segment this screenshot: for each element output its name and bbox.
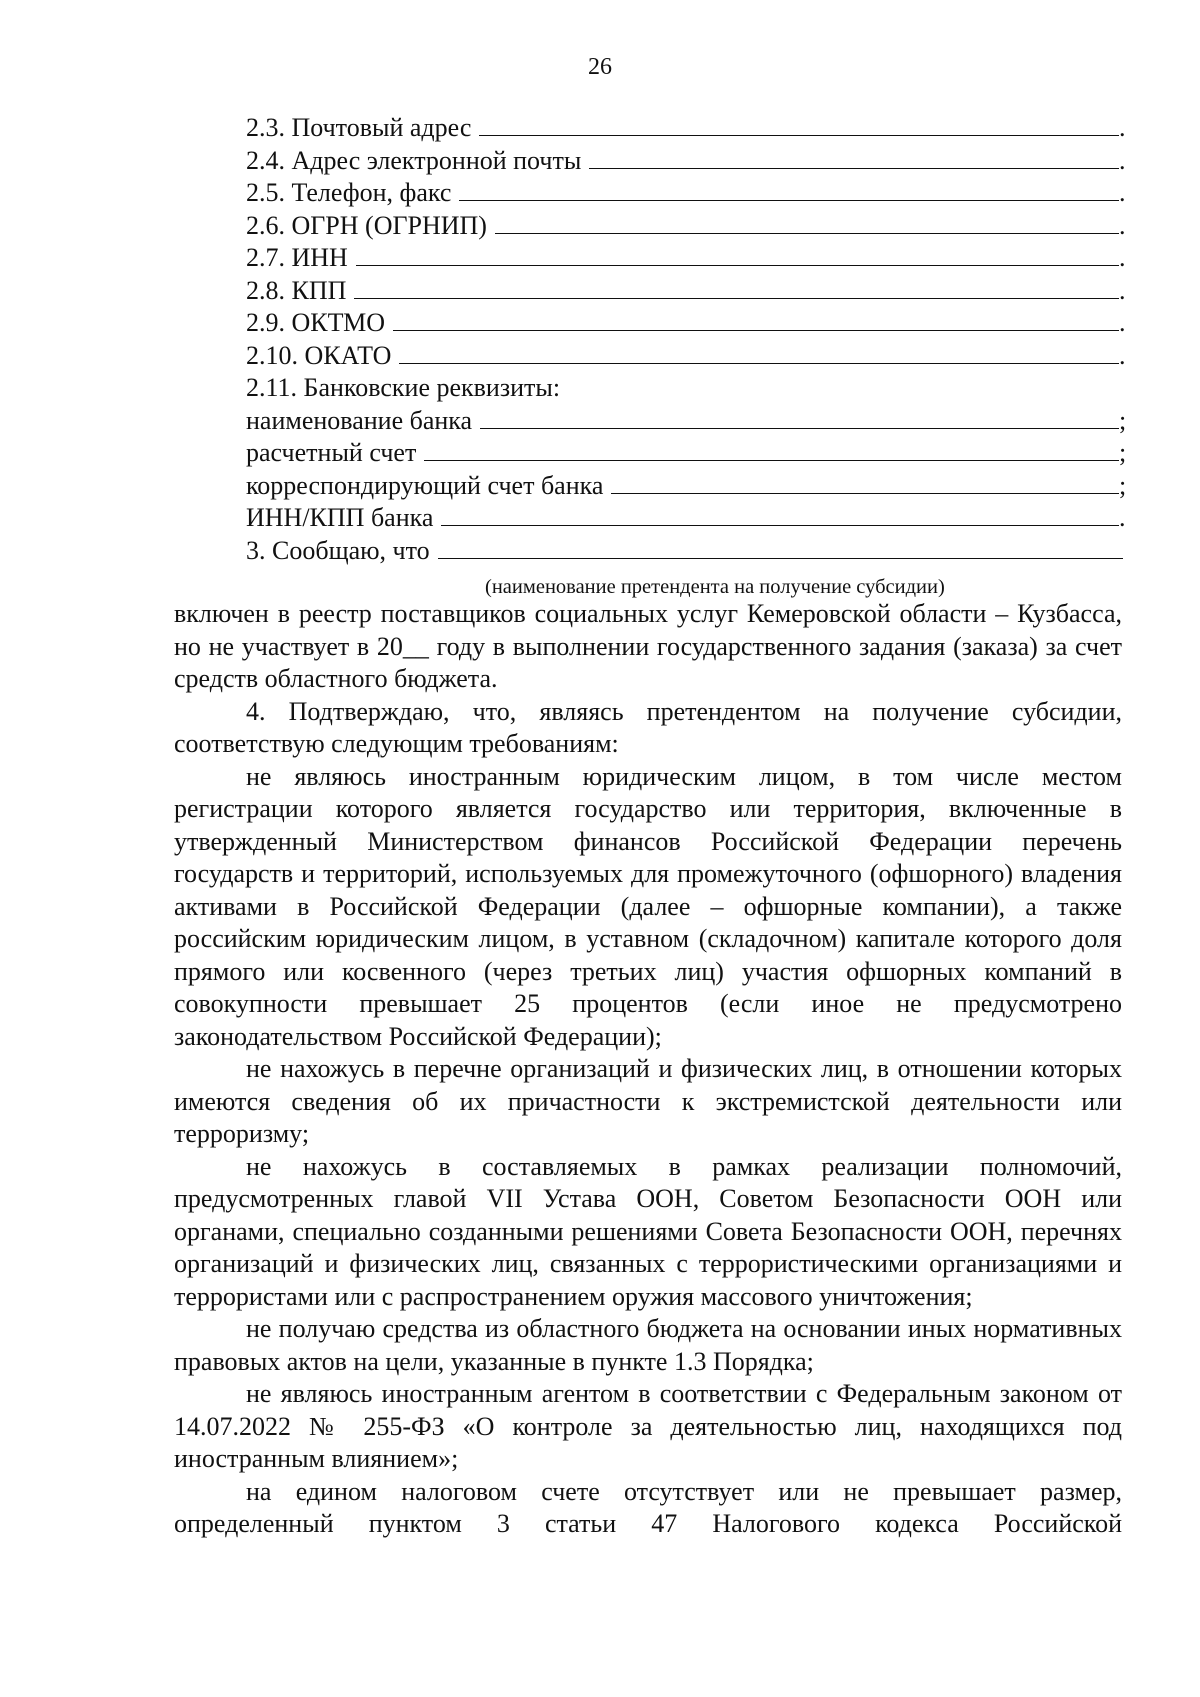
phone-fax-field: [246, 177, 1131, 210]
field-end-mark: .: [1119, 145, 1126, 175]
page-number: 26: [588, 54, 612, 80]
email-address-input[interactable]: [589, 146, 1119, 169]
bank-inn-kpp-input[interactable]: [441, 503, 1119, 526]
field-end-mark: .: [1119, 243, 1126, 272]
inn-input[interactable]: [356, 243, 1119, 266]
report-label: 3. Сообщаю, что: [246, 535, 430, 565]
okato-field: [246, 340, 1131, 373]
oktmo-field: [246, 307, 1131, 340]
phone-fax-label: 2.5. Телефон, факс: [246, 178, 452, 207]
paragraph-registry-status: включен в реестр поставщиков социальных услуг Кемеровской области – Кузбасса, но не участвует в 20__ году в выполнении государственного задания (заказа) за счет средств областного бюджета.: [174, 599, 1122, 693]
field-end-mark: .: [1119, 308, 1126, 337]
field-end-mark: .: [1119, 503, 1126, 532]
kpp-input[interactable]: [354, 276, 1119, 299]
oktmo-label: 2.9. ОКТМО: [246, 308, 386, 337]
inn-label: 2.7. ИНН: [246, 243, 348, 272]
okato-label: 2.10. ОКАТО: [246, 340, 392, 370]
bank-name-input[interactable]: [480, 406, 1119, 429]
kpp-label: 2.8. КПП: [246, 275, 347, 305]
email-address-label: 2.4. Адрес электронной почты: [246, 145, 582, 175]
phone-fax-input[interactable]: [459, 178, 1119, 201]
paragraph-extremism-requirement: не нахожусь в перечне организаций и физических лиц, в отношении которых имеются сведения об их причастности к экстремистской деятельности или терроризму;: [174, 1054, 1122, 1148]
field-end-mark: .: [1119, 113, 1126, 142]
paragraph-foreign-agent-requirement: не являюсь иностранным агентом в соответствии с Федеральным законом от 14.07.2022 № 255-ФЗ «О контроле за деятельностью лиц, находящихся под иностранным влиянием»;: [174, 1379, 1122, 1473]
inn-field: [246, 242, 1131, 275]
bank-inn-kpp-label: ИНН/КПП банка: [246, 503, 434, 532]
paragraph-offshore-requirement: не являюсь иностранным юридическим лицом, в том числе местом регистрации которого является государство или территория, включенные в утвержденный Министерством финансов Российской Федерации перечень государств и территорий, используемых для промежуточного (офшорного) владения активами в Российской Федерации (далее – офшорные компании), а также российским юридическим лицом, в уставном (складочном) капитале которого доля прямого или косвенного (через третьих лиц) участия офшорных компаний в совокупности превышает 25 процентов (если иное не предусмотрено законодательством Российской Федерации);: [174, 761, 1122, 1051]
field-end-mark: .: [1119, 275, 1126, 305]
oktmo-input[interactable]: [393, 308, 1119, 331]
field-end-mark: .: [1119, 178, 1126, 207]
field-end-mark: ;: [1119, 470, 1127, 500]
correspondent-account-input[interactable]: [611, 471, 1119, 494]
correspondent-account-label: корреспондирующий счет банка: [246, 470, 604, 500]
paragraph-tax-account-requirement: на едином налоговом счете отсутствует или не превышает размер, определенный пунктом 3 статьи 47 Налогового кодекса Российской: [174, 1476, 1122, 1538]
paragraph-budget-funds-requirement: не получаю средства из областного бюджета на основании иных нормативных правовых актов на цели, указанные в пункте 1.3 Порядка;: [174, 1314, 1122, 1376]
bank-details-heading: 2.11. Банковские реквизиты:: [246, 373, 561, 402]
postal-address-input[interactable]: [479, 113, 1119, 136]
paragraph-un-lists-requirement: не нахожусь в составляемых в рамках реализации полномочий, предусмотренных главой VII Устава ООН, Советом Безопасности ООН или органами, специально созданными решениями Совета Безопасности ООН, перечнях организаций и физических лиц, связанных с террористическими организациями и террористами или с распространением оружия массового уничтожения;: [174, 1151, 1122, 1311]
ogrn-input[interactable]: [495, 211, 1119, 234]
correspondent-account-field: [246, 470, 1131, 503]
field-end-mark: ;: [1119, 438, 1127, 467]
form-fields: [246, 112, 1131, 567]
bank-inn-kpp-field: [246, 502, 1131, 535]
bank-name-label: наименование банка: [246, 405, 473, 435]
kpp-field: [246, 275, 1131, 308]
settlement-account-input[interactable]: [424, 438, 1119, 461]
field-end-mark: ;: [1119, 405, 1127, 435]
applicant-name-input[interactable]: [438, 536, 1123, 559]
report-field: [246, 535, 1131, 568]
ogrn-label: 2.6. ОГРН (ОГРНИП): [246, 210, 487, 240]
field-end-mark: .: [1119, 340, 1126, 370]
okato-input[interactable]: [399, 341, 1119, 364]
applicant-name-caption: (наименование претендента на получение субсидии): [485, 576, 945, 598]
paragraph-requirements-intro: 4. Подтверждаю, что, являясь претендентом на получение субсидии, соответствую следующим требованиям:: [174, 696, 1122, 758]
settlement-account-label: расчетный счет: [246, 438, 417, 467]
bank-name-field: [246, 405, 1131, 438]
ogrn-field: [246, 210, 1131, 243]
email-address-field: [246, 145, 1131, 178]
document-body: [174, 598, 1122, 1541]
postal-address-field: [246, 112, 1131, 145]
settlement-account-field: [246, 437, 1131, 470]
field-end-mark: .: [1119, 210, 1126, 240]
postal-address-label: 2.3. Почтовый адрес: [246, 113, 472, 142]
